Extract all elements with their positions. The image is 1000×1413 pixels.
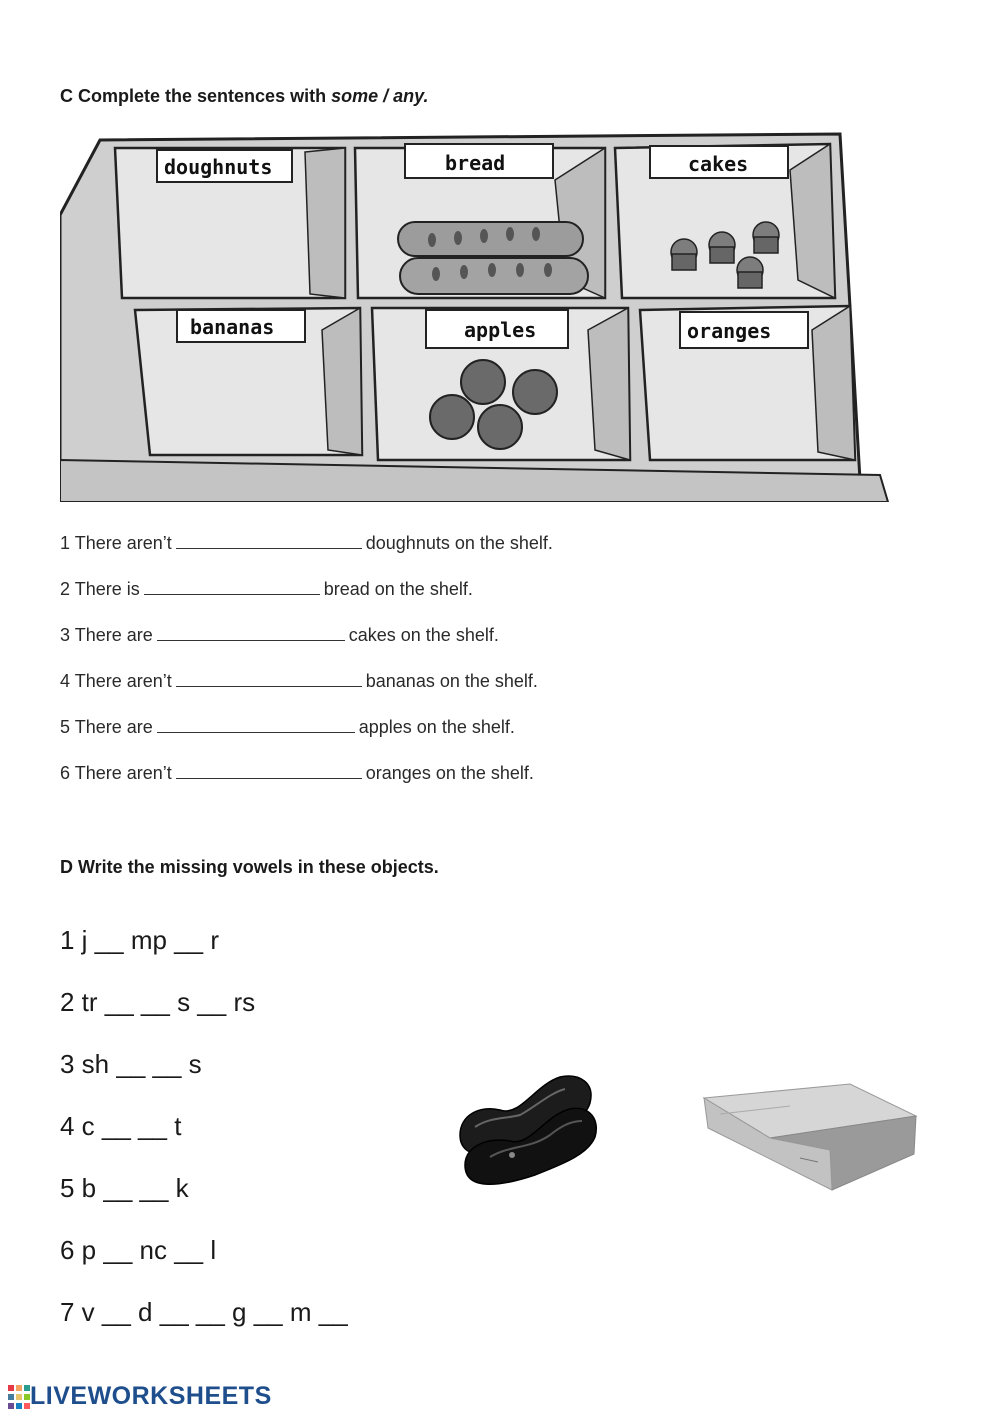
logo-text: LIVEWORKSHEETS [30,1382,272,1410]
label-bread: bread [445,151,506,175]
answer-blank-6[interactable] [176,762,362,779]
vowel-item-2[interactable]: 2 tr __ __ s __ rs [60,987,256,1017]
compartment-apples [372,308,630,460]
section-c-instruction: Complete the sentences with [78,86,327,106]
compartment-cakes [615,144,835,298]
answer-blank-4[interactable] [176,670,362,687]
sentence-1: 1 There aren’t doughnuts on the shelf. [60,533,553,553]
label-oranges: oranges [687,319,772,343]
logo-mark-icon [8,1385,30,1409]
bread-loaf-1 [398,222,583,256]
sentence-2: 2 There is bread on the shelf. [60,579,473,599]
vowel-item-1[interactable]: 1 j __ mp __ r [60,925,219,955]
label-doughnuts: doughnuts [164,155,273,179]
sentence-4: 4 There aren’t bananas on the shelf. [60,671,538,691]
vowel-item-7[interactable]: 7 v __ d __ __ g __ m __ [60,1297,348,1327]
sentence-3: 3 There are cakes on the shelf. [60,625,499,645]
answer-blank-2[interactable] [144,578,320,595]
compartment-oranges [640,306,855,460]
sentence-5: 5 There are apples on the shelf. [60,717,515,737]
shoes-image [450,1065,600,1190]
label-apples: apples [464,318,537,342]
shelf-illustration [60,130,890,502]
section-c-instruction-emphasis: some / any. [331,86,429,106]
section-c-heading [60,86,428,107]
section-d-letter: D [60,857,73,877]
label-bananas: bananas [190,315,275,339]
vowel-item-4[interactable]: 4 c __ __ t [60,1111,182,1141]
vowel-item-6[interactable]: 6 p __ nc __ l [60,1235,217,1265]
section-d-instruction: Write the missing vowels in these objects. [78,857,439,877]
book-image [700,1078,920,1193]
sentence-6: 6 There aren’t oranges on the shelf. [60,763,534,783]
section-d-heading [60,857,439,878]
answer-blank-5[interactable] [157,716,355,733]
vowel-item-5[interactable]: 5 b __ __ k [60,1173,189,1203]
compartment-doughnuts [115,148,345,298]
section-c-letter: C [60,86,73,106]
compartment-bananas [135,308,362,455]
label-cakes: cakes [688,152,749,176]
liveworksheets-logo[interactable] [8,1382,272,1411]
answer-blank-1[interactable] [176,532,362,549]
vowel-item-3[interactable]: 3 sh __ __ s [60,1049,202,1079]
compartment-bread [355,144,605,298]
answer-blank-3[interactable] [157,624,345,641]
